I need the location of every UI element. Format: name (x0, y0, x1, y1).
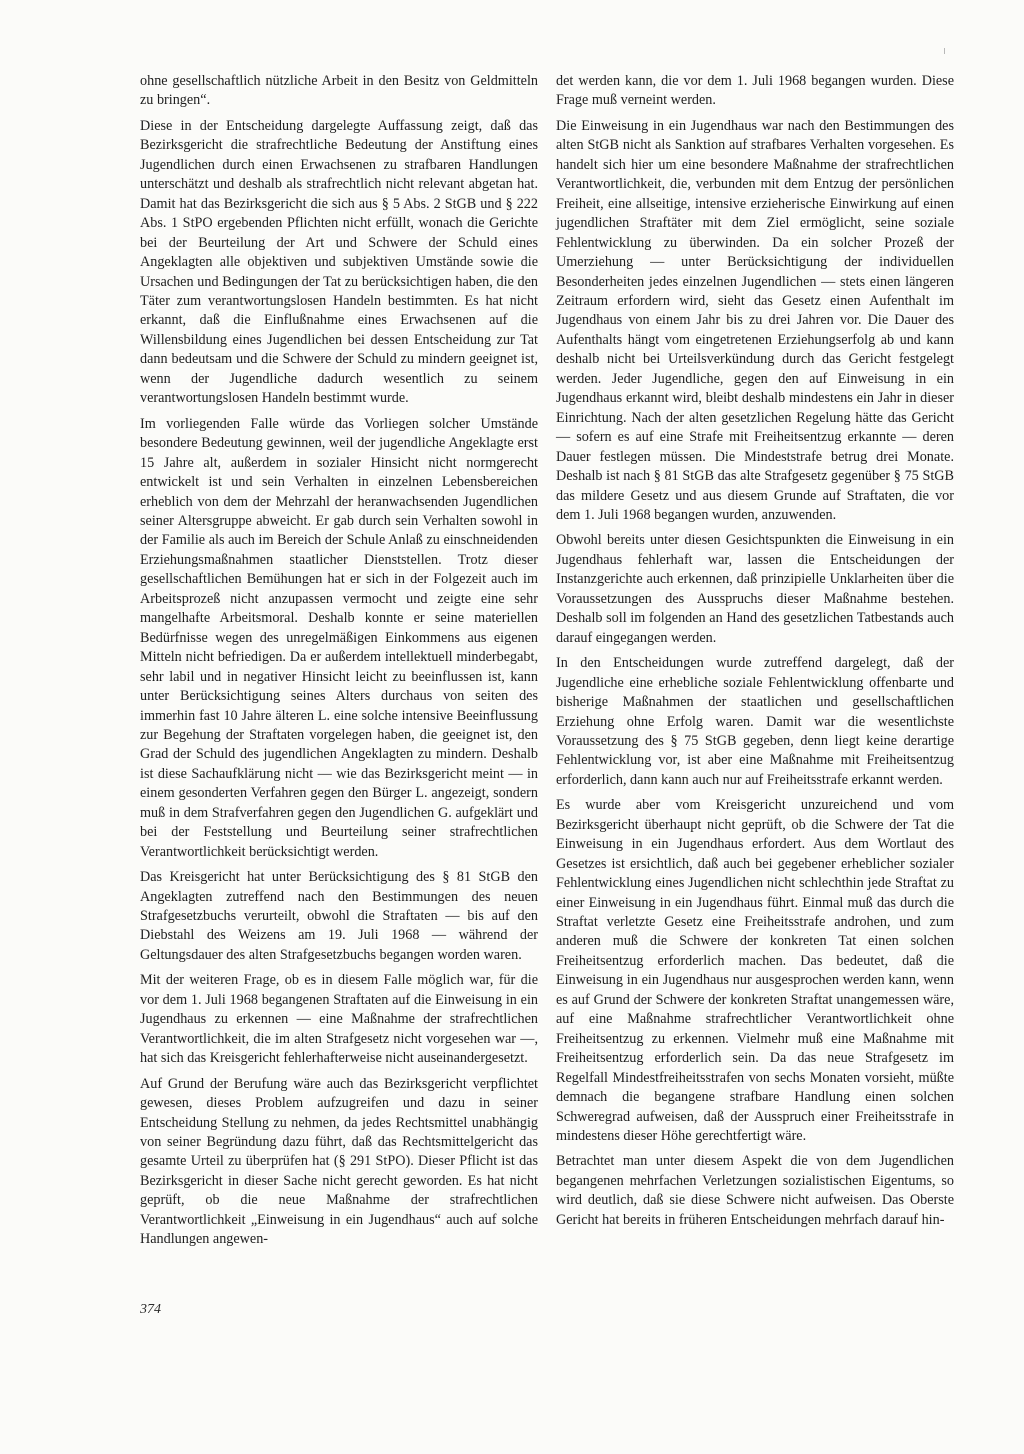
paragraph-left-5: Mit der weiteren Frage, ob es in diesem Falle möglich war, für die vor dem 1. Juli 1968 begangenen Straftaten auf die Einweisung in ein Jugendhaus zu erkennen — eine Maßnahme der strafrechtlichen Verantwortlichkeit, die im alten Strafgesetz nicht vorgesehen war —, hat sich das Kreisgericht fehlerhafterweise nicht auseinandergesetzt. (140, 972, 538, 1067)
paragraph-right-6: Betrachtet man unter diesem Aspekt die von dem Jugendlichen begangenen mehrfachen Verletzungen sozialistischen Eigentums, so wird deutlich, daß sie diese Schwere nicht aufweisen. Das Oberste Gericht hat bereits in früheren Entscheidungen mehrfach darauf hin- (556, 1153, 954, 1228)
scan-speck (944, 48, 945, 54)
paragraph-left-3: Im vorliegenden Falle würde das Vorliegen solcher Umstände besondere Bedeutung gewinnen, weil der jugendliche Angeklagte erst 15 Jahre alt, außerdem in sozialer Hinsicht nicht normgerecht entwickelt ist und sein Verhalten in einzelnen Lebensbereichen erheblich von dem der Mehrzahl der heranwachsenden Jugendlichen seiner Altersgruppe abweicht. Er gab durch sein Verhalten sowohl in der Familie als auch im Bereich der Schule Anlaß zu einschneidenden Erziehungsmaßnahmen staatlicher Dienststellen. Trotz dieser gesellschaftlichen Bemühungen hat er sich in der Folgezeit auch im Arbeitsprozeß nicht anzupassen vermocht und zeigte eine sehr mangelhafte Arbeitsmoral. Deshalb konnte er seine materiellen Bedürfnisse wegen des unregelmäßigen Einkommens aus eigenen Mitteln nicht befriedigen. Da er außerdem intellektuell minderbegabt, sehr labil und in negativer Hinsicht leicht zu beeinflussen ist, kann unter Berücksichtigung seines Alters durchaus von seiten des immerhin fast 10 Jahre älteren L. eine solche intensive Beeinflussung zur Begehung der Straftaten vorgelegen haben, die geeignet ist, den Grad der Schuld des jugendlichen Angeklagten zu mindern. Deshalb ist diese Sachaufklärung nicht — wie das Bezirksgericht meint — in einem gesonderten Verfahren gegen den Bürger L. angezeigt, sondern muß in dem Strafverfahren gegen den Jugendlichen G. aufgeklärt und bei der Feststellung und Beurteilung seiner strafrechtlichen Verantwortlichkeit berücksichtigt werden. (140, 415, 538, 860)
paragraph-left-2: Diese in der Entscheidung dargelegte Auffassung zeigt, daß das Bezirksgericht die strafrechtliche Bedeutung der Anstiftung eines Jugendlichen durch einen Erwachsenen zu strafbaren Handlungen unterschätzt und deshalb als strafrechtlich nicht relevant abgetan hat. Damit hat das Bezirksgericht die sich aus § 5 Abs. 2 StGB und § 222 Abs. 1 StPO ergebenden Pflichten nicht erfüllt, wonach die Gerichte bei der Beurteilung der Art und Schwere der Schuld eines Angeklagten alle objektiven und subjektiven Umstände sowie die Ursachen und Bedingungen der Tat zu berücksichtigen haben, die den Täter zum verantwortungslosen Handeln bestimmten. Es hat nicht erkannt, daß die Einflußnahme eines Erwachsenen auf die Willensbildung eines Jugendlichen bei dessen Entscheidung zur Tat dann bedeutsam und die Schwere der Schuld zu mindern geeignet ist, wenn der Jugendliche dadurch wesentlich zu seinem verantwortungslosen Handeln bestimmt wurde. (140, 117, 538, 407)
page-number: 374 (140, 1302, 161, 1317)
paragraph-right-3: Obwohl bereits unter diesen Gesichtspunkten die Einweisung in ein Jugendhaus fehlerhaft war, lassen die Entscheidungen der Instanzgerichte auch erkennen, daß prinzipielle Unklarheiten über die Voraussetzungen des Ausspruchs dieser Maßnahme bestehen. Deshalb soll im folgenden an Hand des gesetzlichen Tatbestands auch darauf eingegangen werden. (556, 532, 954, 646)
paragraph-left-1: ohne gesellschaftlich nützliche Arbeit in den Besitz von Geldmitteln zu bringen“. (140, 73, 538, 109)
paragraph-left-6: Auf Grund der Berufung wäre auch das Bezirksgericht verpflichtet gewesen, dieses Problem aufzugreifen und dazu in seiner Entscheidung Stellung zu nehmen, da jedes Rechtsmittel unabhängig von seiner Begründung dazu führt, daß das Rechtsmittelgericht das gesamte Urteil zu überprüfen hat (§ 291 StPO). Dieser Pflicht ist das Bezirksgericht in dieser Sache nicht gerecht geworden. Es hat nicht geprüft, ob die neue Maßnahme der strafrechtlichen Verantwortlichkeit „Einweisung in ein Jugendhaus“ auch auf solche Handlungen angewen- (140, 1075, 538, 1248)
paragraph-left-4: Das Kreisgericht hat unter Berücksichtigung des § 81 StGB den Angeklagten zutreffend nach den Bestimmungen des neuen Strafgesetzbuchs verurteilt, obwohl die Straftaten — bis auf den Diebstahl des Weizens am 19. Juli 1968 — während der Geltungsdauer des alten Strafgesetzbuchs begangen worden waren. (140, 869, 538, 963)
paragraph-right-2: Die Einweisung in ein Jugendhaus war nach den Bestimmungen des alten StGB nicht als Sanktion auf strafbares Verhalten vorgesehen. Es handelt sich hier um eine besondere Maßnahme der strafrechtlichen Verantwortlichkeit, die, verbunden mit dem Entzug der persönlichen Freiheit, eine allseitige, intensive erzieherische Einwirkung auf einen jugendlichen Straftäter mit dem Ziel ermöglicht, seine soziale Fehlentwicklung zu überwinden. Da ein solcher Prozeß der Umerziehung — unter Berücksichtigung der individuellen Besonderheiten jedes einzelnen Jugendlichen — stets einen längeren Zeitraum erfordern wird, sieht das Gesetz einen Aufenthalt im Jugendhaus von einem Jahr bis zu drei Jahren vor. Die Dauer des Aufenthalts hängt vom eingetretenen Erziehungserfolg ab und kann deshalb nicht bei Urteilsverkündung durch das Gericht festgelegt werden. Jeder Jugendliche, gegen den auf Einweisung in ein Jugendhaus erkannt wird, bleibt deshalb mindestens ein Jahr in dieser Einrichtung. Nach der alten gesetzlichen Regelung hätte das Gericht — sofern es auf eine Strafe mit Freiheitsentzug erkannte — deren Dauer festlegen müssen. Die Mindeststrafe betrug drei Monate. Deshalb ist nach § 81 StGB das alte Strafgesetz gegenüber § 75 StGB das mildere Gesetz und aus diesem Grunde auf Straftaten, die vor dem 1. Juli 1968 begangen wurden, anzuwenden. (556, 117, 954, 523)
left-column (140, 72, 538, 1256)
paragraph-right-4: In den Entscheidungen wurde zutreffend dargelegt, daß der Jugendliche eine erhebliche soziale Fehlentwicklung offenbarte und bisherige Maßnahmen der staatlichen und gesellschaftlichen Erziehung ohne Erfolg waren. Damit war die wesentlichste Voraussetzung des § 75 StGB gegeben, denn liegt keine derartige Fehlentwicklung vor, ist aber eine Maßnahme mit Freiheitsentzug erforderlich, dann kann auch nur auf Freiheitsstrafe erkannt werden. (556, 655, 954, 788)
paragraph-right-5: Es wurde aber vom Kreisgericht unzureichend und vom Bezirksgericht überhaupt nicht geprüft, ob die Schwere der Tat die Einweisung in ein Jugendhaus erfordert. Aus dem Wortlaut des Gesetzes ist ersichtlich, daß auch bei gegebener erheblicher sozialer Fehlentwicklung eines Jugendlichen nicht schlechthin jede Straftat zu einer Einweisung in ein Jugendhaus führt. Einmal muß das durch die Straftat verletzte Gesetz eine Freiheitsstrafe androhen, und zum anderen muß die Schwere der konkreten Tat einen solchen Freiheitsentzug erforderlich machen. Das bedeutet, daß die Einweisung in ein Jugendhaus nur ausgesprochen werden kann, wenn es auf Grund der Schwere der konkreten Straftat unangemessen wäre, auf eine Maßnahme strafrechtlicher Verantwortlichkeit ohne Freiheitsentzug zu erkennen. Vielmehr muß eine Maßnahme mit Freiheitsentzug erforderlich sein. Da das neue Strafgesetz im Regelfall Mindestfreiheitsstrafen von sechs Monaten vorsieht, müßte demnach die begangene strafbare Handlung einen solchen Schweregrad aufweisen, daß der Ausspruch einer Freiheitsstrafe in mindestens dieser Höhe gerechtfertigt wäre. (556, 797, 954, 1145)
right-column (556, 72, 954, 1236)
paragraph-right-1: det werden kann, die vor dem 1. Juli 1968 begangen wurden. Diese Frage muß verneint werden. (556, 73, 954, 109)
